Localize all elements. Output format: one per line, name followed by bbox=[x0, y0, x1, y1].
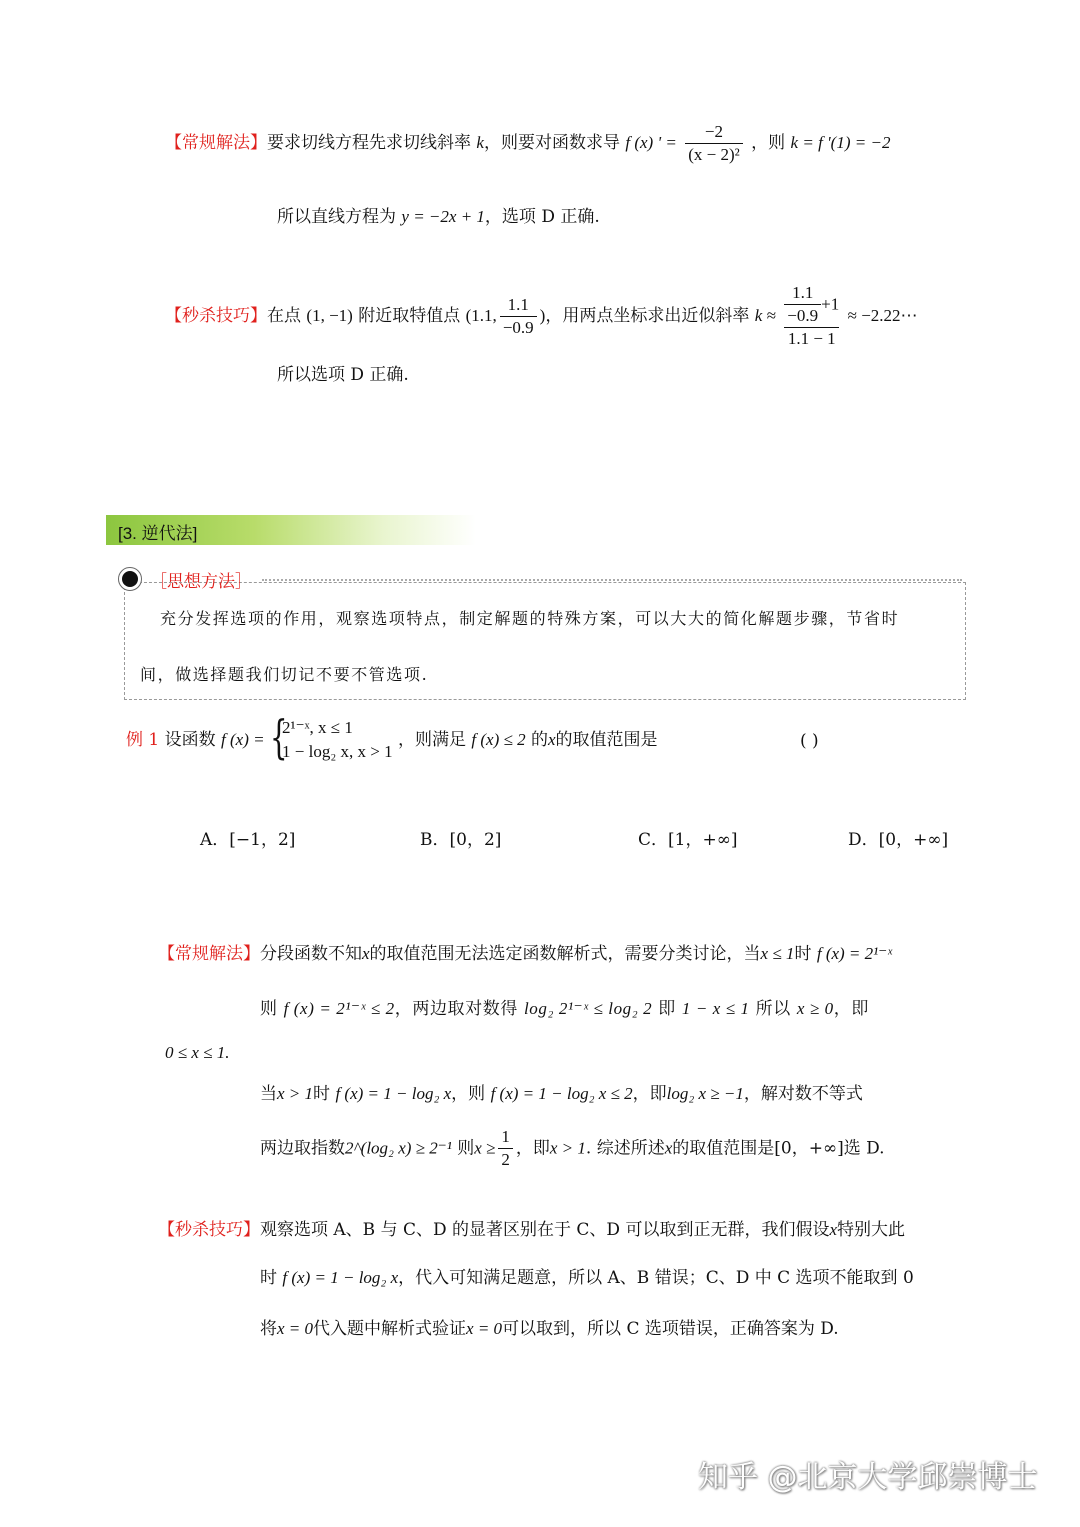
example-1-statement: 例 1 设函数 f (x) = { 2¹⁻ˣ, x ≤ 1 1 − log₂ x, x > 1 ，则满足 f (x) ≤ 2 的x的取值范围是 bbox=[126, 710, 658, 764]
solution-trick-2-line2: 时 f (x) = 1 − log₂ x，代入可知满足题意，所以 A、B 错误；C、D 中 C 选项不能取到 0 bbox=[260, 1268, 914, 1288]
option-a[interactable]: A．[−1，2] bbox=[200, 830, 296, 850]
solution-trick-1-line2: 所以选项 D 正确. bbox=[277, 365, 409, 385]
solution-normal-2-line4: 当x > 1时 f (x) = 1 − log₂ x，则 f (x) = 1 − log₂ x ≤ 2，即log₂ x ≥ −1，解对数不等式 bbox=[260, 1084, 863, 1104]
method-text-line2: 间，做选择题我们切记不要不管选项. bbox=[140, 665, 429, 684]
solution-normal-1-line1: 【常规解法】要求切线方程先求切线斜率 k，则要对函数求导 f (x) ' = $\frac{-2}{\text{(x − 2)²}}$ ，则 k = f '(1) = −2 bbox=[165, 122, 891, 164]
solution-normal-1-line2: 所以直线方程为 y = −2x + 1，选项 D 正确. bbox=[277, 207, 600, 227]
option-d[interactable]: D．[0，+∞] bbox=[848, 830, 949, 850]
solution-trick-2-line3: 将x = 0代入题中解析式验证x = 0可以取到，所以 C 选项错误，正确答案为 D. bbox=[260, 1319, 839, 1339]
half-fraction: $\frac{1}{2}$ bbox=[498, 1126, 513, 1171]
slope-fraction: $\frac{1.1}{-0.9}$ +1 1.1 − 1 bbox=[784, 282, 839, 350]
answer-paren: ( ) bbox=[800, 731, 819, 751]
derivative-fraction: $\frac{-2}{\text{(x − 2)²}}$ bbox=[685, 121, 743, 166]
zhihu-watermark: 知乎 @北京大学邱崇博士 bbox=[698, 1460, 1038, 1495]
method-title-dotted-line bbox=[262, 579, 962, 581]
piecewise-function: { 2¹⁻ˣ, x ≤ 1 1 − log₂ x, x > 1 bbox=[270, 710, 393, 764]
solution-normal-2-line1: 【常规解法】分段函数不知x的取值范围无法选定函数解析式，需要分类讨论，当x ≤ 1时 f (x) = 2¹⁻ˣ bbox=[158, 944, 893, 964]
tag-normal-method: 【常规解法】 bbox=[165, 133, 267, 153]
solution-trick-2-line1: 【秒杀技巧】观察选项 A、B 与 C、D 的显著区别在于 C、D 可以取到正无群，我们假设x特别大此 bbox=[158, 1220, 906, 1240]
solution-normal-2-line5: 两边取指数2^(log₂ x) ≥ 2⁻¹ 则x ≥ $\frac{1}{2}$ ，即x > 1. 综述所述x的取值范围是[0，+∞]选 D. bbox=[260, 1127, 885, 1169]
solution-normal-2-line3: 0 ≤ x ≤ 1. bbox=[165, 1043, 230, 1062]
bullet-dot-icon bbox=[118, 567, 142, 591]
option-b[interactable]: B．[0，2] bbox=[420, 830, 502, 850]
example-label: 例 1 bbox=[126, 730, 160, 750]
point-fraction: $\frac{1.1}{-0.9}$ bbox=[500, 294, 537, 339]
method-text-line1: 充分发挥选项的作用，观察选项特点，制定解题的特殊方案，可以大大的简化解题步骤，节省时 bbox=[160, 609, 900, 628]
tag-trick: 【秒杀技巧】 bbox=[165, 306, 267, 326]
method-title: ［思想方法］ bbox=[150, 572, 252, 592]
section-title: [3. 逆代法] bbox=[118, 524, 198, 543]
option-c[interactable]: C．[1，+∞] bbox=[638, 830, 738, 850]
solution-trick-1-line1: 【秒杀技巧】在点 (1, −1) 附近取特值点 (1.1, $\frac{1.1}{-0.9}$ )，用两点坐标求出近似斜率 k ≈ $\frac{1.1}{-0.9}$ +1 1.1 − 1 ≈ −2.22⋯ bbox=[165, 283, 918, 348]
solution-normal-2-line2: 则 f (x) = 2¹⁻ˣ ≤ 2，两边取对数得 log₂ 2¹⁻ˣ ≤ log₂ 2 即 1 − x ≤ 1 所以 x ≥ 0，即 bbox=[260, 999, 869, 1019]
